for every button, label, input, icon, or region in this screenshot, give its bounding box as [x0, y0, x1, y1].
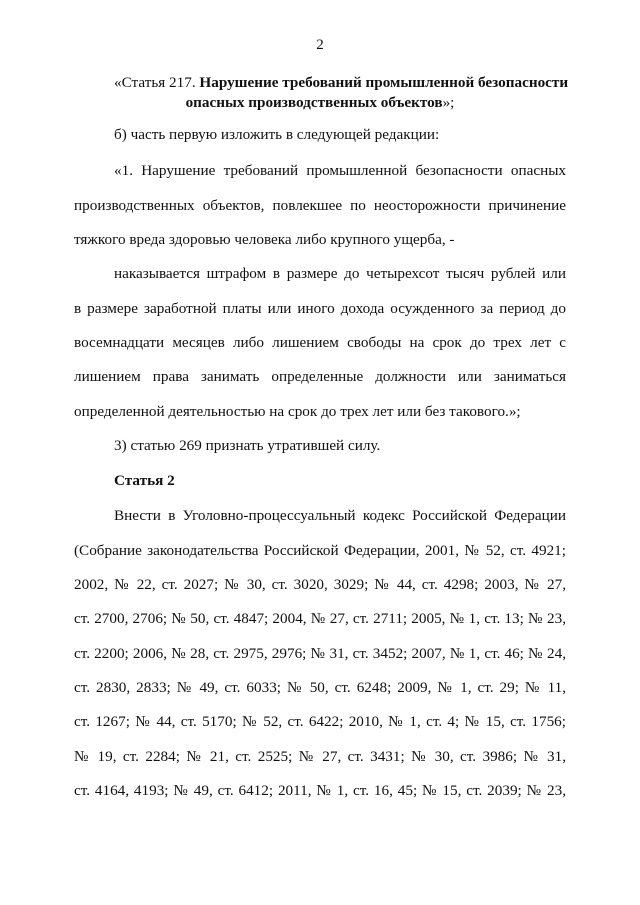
- page-number: 2: [316, 37, 324, 53]
- article-217-title-line1: [114, 74, 569, 92]
- article-2-heading: Статья 2: [114, 472, 175, 489]
- article-2-line: ст. 2700, 2706; № 50, ст. 4847; 2004, № 27, ст. 2711; 2005, № 1, ст. 13; № 23,: [74, 610, 566, 627]
- paragraph-2-line: лишением права занимать определенные должности или заниматься: [74, 368, 566, 385]
- paragraph-1-line: производственных объектов, повлекшее по неосторожности причинение: [74, 197, 566, 214]
- amendment-item-3: 3) статью 269 признать утратившей силу.: [114, 437, 381, 454]
- article-217-title: Нарушение требований промышленной безопасности: [199, 74, 569, 91]
- article-2-line: (Собрание законодательства Российской Федерации, 2001, № 52, ст. 4921;: [74, 542, 566, 559]
- paragraph-2-line: наказывается штрафом в размере до четырехсот тысяч рублей или: [114, 265, 566, 282]
- paragraph-1-line: «1. Нарушение требований промышленной безопасности опасных: [114, 162, 566, 179]
- paragraph-2-line: в размере заработной платы или иного дохода осужденного за период до: [74, 300, 566, 317]
- article-217-title-line2: [74, 94, 566, 112]
- article-217-prefix: «Статья 217.: [114, 74, 196, 91]
- article-2-line: ст. 2200; 2006, № 28, ст. 2975, 2976; № 31, ст. 3452; 2007, № 1, ст. 46; № 24,: [74, 645, 566, 662]
- article-2-line: Внести в Уголовно-процессуальный кодекс Российской Федерации: [114, 507, 566, 524]
- article-2-line: ст. 4164, 4193; № 49, ст. 6412; 2011, № 1, ст. 16, 45; № 15, ст. 2039; № 23,: [74, 782, 566, 799]
- article-2-line: № 19, ст. 2284; № 21, ст. 2525; № 27, ст. 3431; № 30, ст. 3986; № 31,: [74, 748, 566, 765]
- article-2-line: ст. 1267; № 44, ст. 5170; № 52, ст. 6422; 2010, № 1, ст. 4; № 15, ст. 1756;: [74, 713, 566, 730]
- paragraph-1-line: тяжкого вреда здоровью человека либо крупного ущерба, -: [74, 231, 455, 248]
- paragraph-2-line: восемнадцати месяцев либо лишением свободы на срок до трех лет с: [74, 334, 566, 351]
- paragraph-2-line: определенной деятельностью на срок до трех лет или без такового.»;: [74, 403, 521, 420]
- amendment-item-b: б) часть первую изложить в следующей редакции:: [114, 126, 440, 143]
- article-217-title-cont: опасных производственных объектов: [185, 94, 443, 111]
- article-2-line: 2002, № 22, ст. 2027; № 30, ст. 3020, 3029; № 44, ст. 4298; 2003, № 27,: [74, 576, 566, 593]
- article-217-suffix: »;: [442, 94, 455, 111]
- article-2-line: ст. 2830, 2833; № 49, ст. 6033; № 50, ст. 6248; 2009, № 1, ст. 29; № 11,: [74, 679, 566, 696]
